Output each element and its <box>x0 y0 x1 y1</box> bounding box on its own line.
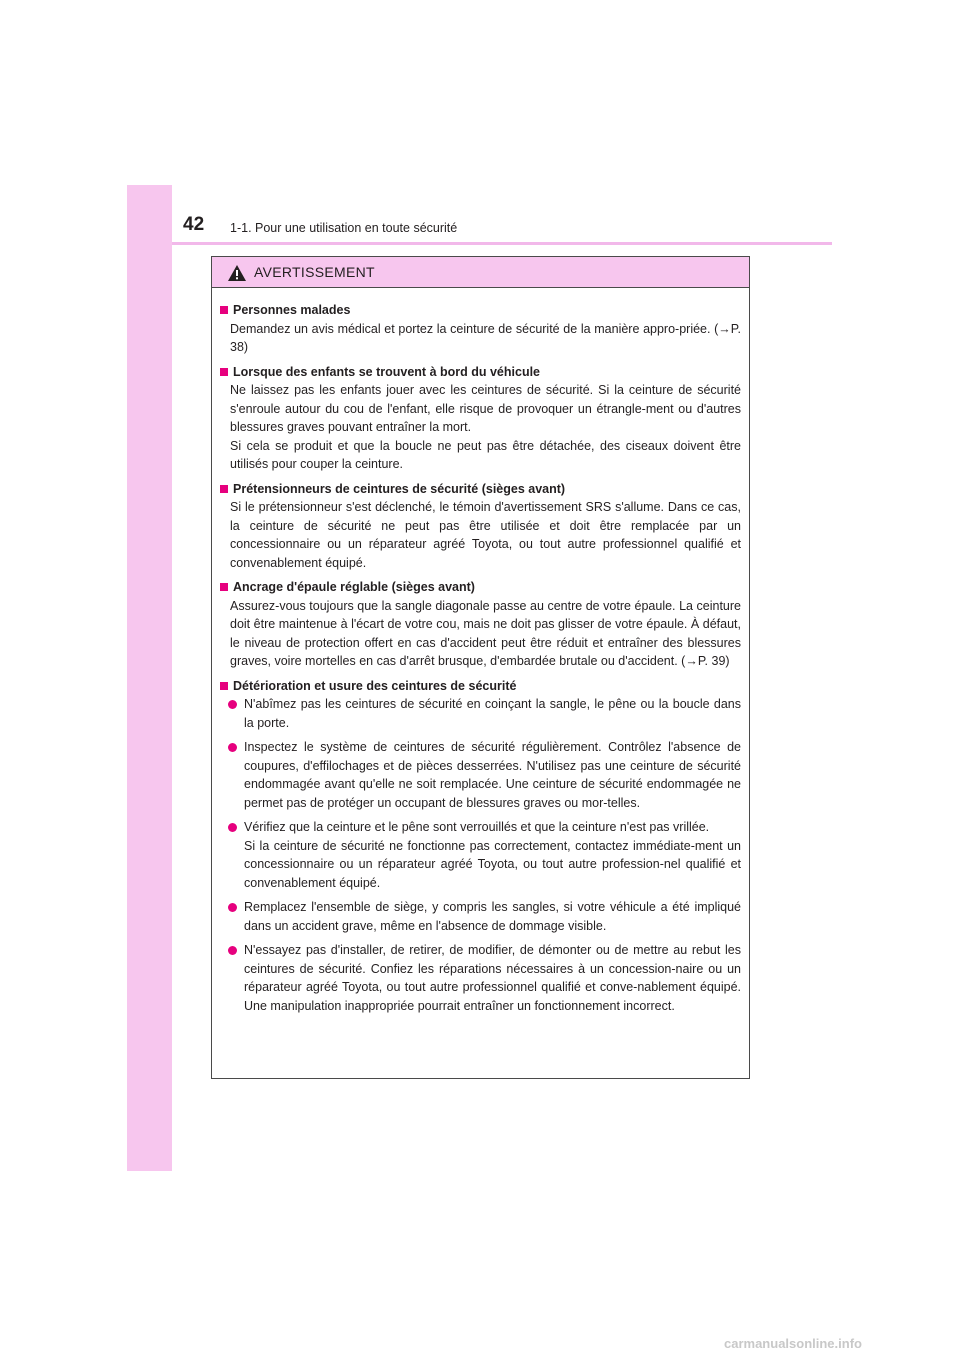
round-bullet-icon <box>228 700 237 709</box>
header-rule <box>172 242 832 245</box>
round-bullet-icon <box>228 823 237 832</box>
section-heading <box>220 363 741 382</box>
section-heading-text: Prétensionneurs de ceintures de sécurité (sièges avant) <box>233 481 566 496</box>
warning-header <box>212 257 749 288</box>
warning-section <box>220 301 741 357</box>
section-heading-text: Détérioration et usure des ceintures de sécurité <box>233 678 517 693</box>
chapter-side-band <box>127 185 172 1171</box>
section-heading <box>220 301 741 320</box>
list-item-text: Inspectez le système de ceintures de sécurité régulièrement. Contrôlez l'absence de coupures, d'effilochages et de pièces desserrées. N'utilisez pas une ceinture de sécurité endommagée avant qu'elle ne soit remplacée. Une ceinture de sécurité endommagée ne permet pas de protéger un occupant de blessures graves ou mor-telles. <box>244 740 741 810</box>
section-heading-text: Ancrage d'épaule réglable (sièges avant) <box>233 580 475 594</box>
list-item <box>228 738 741 812</box>
list-item <box>228 941 741 1015</box>
list-item-text: Vérifiez que la ceinture et le pêne sont verrouillés et que la ceinture n'est pas vrillée. Si la ceinture de sécurité ne fonctionne pas correctement, contactez immédiate-ment un concessionnaire ou un réparateur agréé Toyota, ou tout autre profession-nel qualifié et convenablement équipé. <box>244 820 741 890</box>
warning-section <box>220 578 741 671</box>
list-item-text: N'abîmez pas les ceintures de sécurité en coinçant la sangle, le pêne ou la boucle dans la porte. <box>244 697 741 730</box>
list-item <box>228 818 741 892</box>
warning-section <box>220 677 741 1016</box>
section-paragraph: Demandez un avis médical et portez la ceinture de sécurité de la manière appro-priée. (→P. 38) <box>230 321 741 354</box>
square-bullet-icon <box>220 368 228 376</box>
warning-section <box>220 480 741 573</box>
section-heading-text: Personnes malades <box>233 303 351 317</box>
warning-box <box>211 256 750 1079</box>
section-heading-text: Lorsque des enfants se trouvent à bord du véhicule <box>233 364 541 379</box>
list-item-text: Remplacez l'ensemble de siège, y compris les sangles, si votre véhicule a été impliqué dans un accident grave, même en l'absence de dommage visible. <box>244 900 741 933</box>
square-bullet-icon <box>220 682 228 690</box>
list-item-text: N'essayez pas d'installer, de retirer, de modifier, de démonter ou de mettre au rebut les ceintures de sécurité. Confiez les réparations nécessaires à un concession-naire ou un réparateur agréé Toyota, ou tout autre professionnel qualifié et conve-nablement équipé. Une manipulation inappropriée pourrait entraîner un fonctionnement incorrect. <box>244 943 741 1013</box>
warning-section <box>220 363 741 474</box>
list-item <box>228 695 741 732</box>
warning-body <box>212 288 749 1015</box>
square-bullet-icon <box>220 583 228 591</box>
list-item <box>228 898 741 935</box>
square-bullet-icon <box>220 485 228 493</box>
section-heading <box>220 480 741 499</box>
watermark: carmanualsonline.info <box>724 1336 862 1351</box>
round-bullet-icon <box>228 743 237 752</box>
running-header: 1-1. Pour une utilisation en toute sécurité <box>230 221 458 235</box>
section-heading <box>220 578 741 597</box>
section-paragraph: Ne laissez pas les enfants jouer avec les ceintures de sécurité. Si la ceinture de sécurité s'enroule autour du cou de l'enfant, elle risque de provoquer un étrangle-ment ou d'autres blessures graves pouvant entraîner la mort. <box>230 383 741 434</box>
round-bullet-icon <box>228 903 237 912</box>
square-bullet-icon <box>220 306 228 314</box>
section-heading <box>220 677 741 696</box>
page-number: 42 <box>183 214 205 235</box>
warning-title: AVERTISSEMENT <box>254 264 375 280</box>
bullet-list <box>228 695 741 1015</box>
section-paragraph: Assurez-vous toujours que la sangle diagonale passe au centre de votre épaule. La ceinture doit être maintenue à l'écart de votre cou, mais ne doit pas glisser de votre épaule. À défaut, le niveau de protection offert en cas d'accident peut être réduit et entraîner des blessures graves, voire mortelles en cas d'arrêt brusque, d'embardée brutale ou d'accident. (→P. 39) <box>230 598 741 668</box>
section-paragraph: Si cela se produit et que la boucle ne peut pas être détachée, des ciseaux doivent être utilisés pour couper la ceinture. <box>230 438 741 471</box>
warning-triangle-icon <box>227 264 247 282</box>
section-paragraph: Si le prétensionneur s'est déclenché, le témoin d'avertissement SRS s'allume. Dans ce cas, la ceinture de sécurité ne peut pas être utilisée et doit être remplacée par un concessionnaire ou un réparateur agréé Toyota, ou tout autre professionnel qualifié et convenablement équipé. <box>230 500 741 570</box>
round-bullet-icon <box>228 946 237 955</box>
